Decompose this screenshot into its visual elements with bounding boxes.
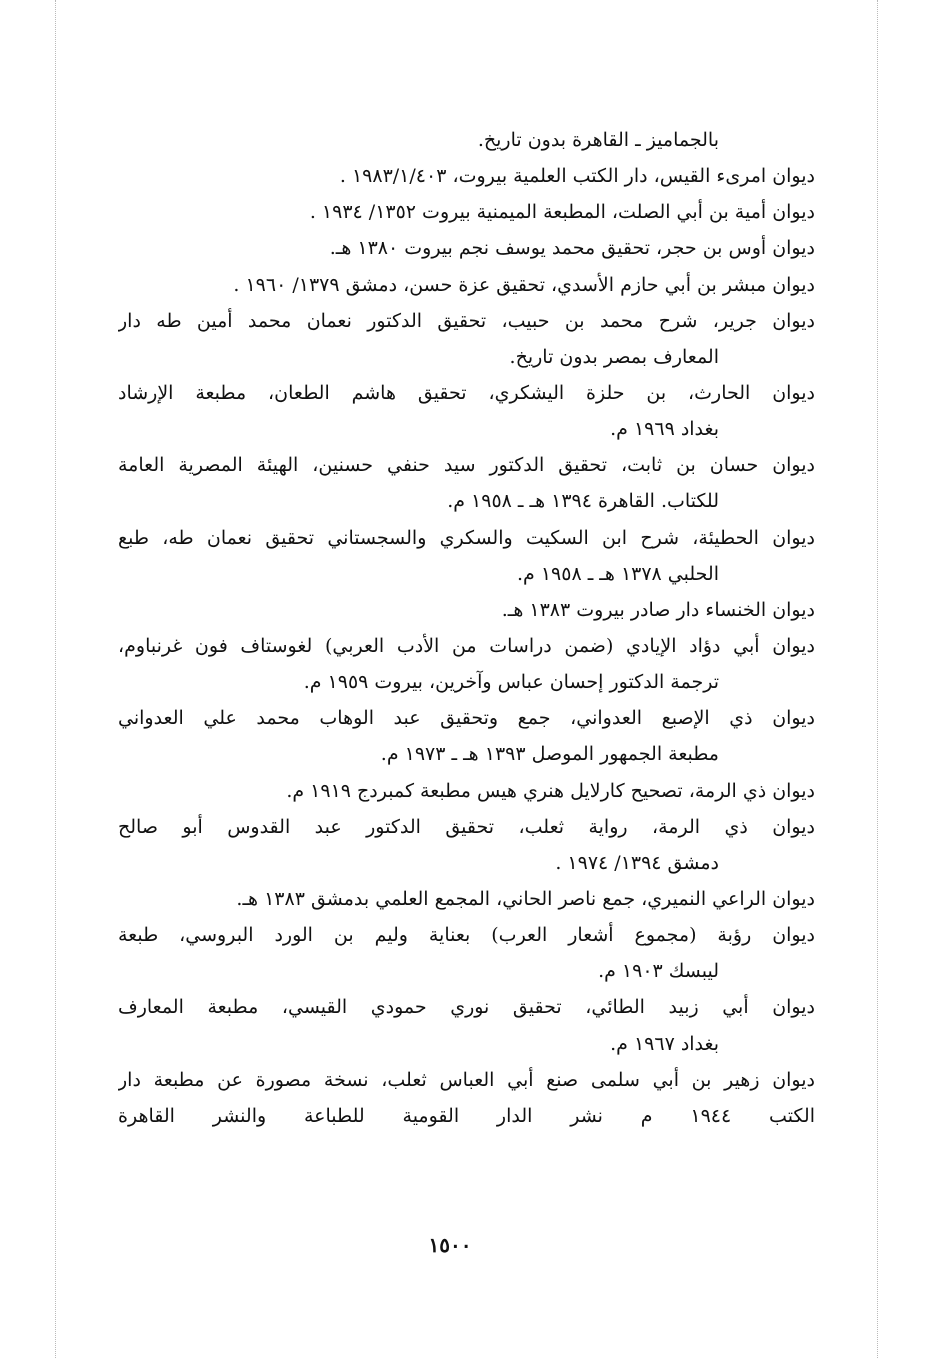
bibliography-line: مطبعة الجمهور الموصل ١٣٩٣ هـ ـ ١٩٧٣ م. — [380, 743, 719, 766]
bibliography-line: ليبسك ١٩٠٣ م. — [598, 960, 719, 983]
bibliography-line: ديوان الحارث، بن حلزة اليشكري، تحقيق هاشم الطعان، مطبعة الإرشاد — [118, 381, 815, 404]
bibliography-line: ديوان أمية بن أبي الصلت، المطبعة الميمنية بيروت ١٣٥٢/ ١٩٣٤ . — [309, 201, 815, 224]
bibliography-line: ديوان أوس بن حجر، تحقيق محمد يوسف نجم بيروت ١٣٨٠ هـ. — [329, 237, 815, 260]
bibliography-line: بغداد ١٩٦٩ م. — [610, 418, 719, 441]
bibliography-line: الحلبي ١٣٧٨ هـ ـ ١٩٥٨ م. — [516, 562, 719, 585]
right-margin-dotted-line — [877, 0, 878, 1358]
bibliography-line: ديوان الراعي النميري، جمع ناصر الحاني، المجمع العلمي بدمشق ١٣٨٣ هـ. — [236, 887, 815, 910]
bibliography-line: ديوان مبشر بن أبي حازم الأسدي، تحقيق عزة حسن، دمشق ١٣٧٩/ ١٩٦٠ . — [233, 273, 815, 296]
bibliography-line: ديوان الخنساء دار صادر بيروت ١٣٨٣ هـ. — [501, 598, 815, 621]
left-margin-dotted-line — [55, 0, 56, 1358]
bibliography-line: ديوان الحطيئة، شرح ابن السكيت والسكري والسجستاني تحقيق نعمان طه، طبع — [118, 526, 815, 549]
bibliography-line: دمشق ١٣٩٤/ ١٩٧٤ . — [555, 851, 719, 874]
bibliography-line: ديوان أبي دؤاد الإيادي (ضمن دراسات من الأدب العربي) لغوستاف فون غرنباوم، — [118, 634, 815, 657]
bibliography-line: ديوان ذي الإصبع العدواني، جمع وتحقيق عبد الوهاب محمد علي العدواني — [118, 707, 815, 730]
bibliography-line: المعارف بمصر بدون تاريخ. — [509, 345, 719, 368]
bibliography-line: ديوان أبي زبيد الطائي، تحقيق نوري حمودي القيسي، مطبعة المعارف — [118, 996, 815, 1019]
bibliography-line: ديوان رؤبة (مجموع أشعار العرب) بعناية وليم بن الورد البروسي، طبعة — [118, 924, 815, 947]
bibliography-line: ديوان ذي الرمة، رواية ثعلب، تحقيق الدكتور عبد القدوس أبو صالح — [118, 815, 815, 838]
bibliography-line: ديوان حسان بن ثابت، تحقيق الدكتور سيد حنفي حسنين، الهيئة المصرية العامة — [118, 454, 815, 477]
bibliography-line: الكتب ١٩٤٤ م نشر الدار القومية للطباعة والنشر القاهرة — [118, 1104, 815, 1127]
bibliography-line: ديوان زهير بن أبي سلمى صنع أبي العباس ثعلب، نسخة مصورة عن مطبعة دار — [118, 1068, 815, 1091]
bibliography-list — [118, 122, 815, 1134]
bibliography-line: بالجماميز ـ القاهرة بدون تاريخ. — [477, 129, 719, 151]
bibliography-line: ديوان جرير، شرح محمد بن حبيب، تحقيق الدكتور نعمان محمد أمين طه دار — [118, 309, 815, 332]
bibliography-line: ترجمة الدكتور إحسان عباس وآخرين، بيروت ١٩٥٩ م. — [303, 671, 719, 694]
bibliography-line: ديوان امرىء القيس، دار الكتب العلمية بيروت، ١٩٨٣/١/٤٠٣ . — [339, 165, 815, 188]
bibliography-line: للكتاب. القاهرة ١٣٩٤ هـ ـ ١٩٥٨ م. — [447, 490, 719, 513]
bibliography-line: ديوان ذي الرمة، تصحيح كارلايل هنري هيس مطبعة كمبردج ١٩١٩ م. — [286, 779, 815, 802]
bibliography-line: بغداد ١٩٦٧ م. — [610, 1032, 719, 1055]
page-number: ١٥٠٠ — [428, 1233, 472, 1257]
